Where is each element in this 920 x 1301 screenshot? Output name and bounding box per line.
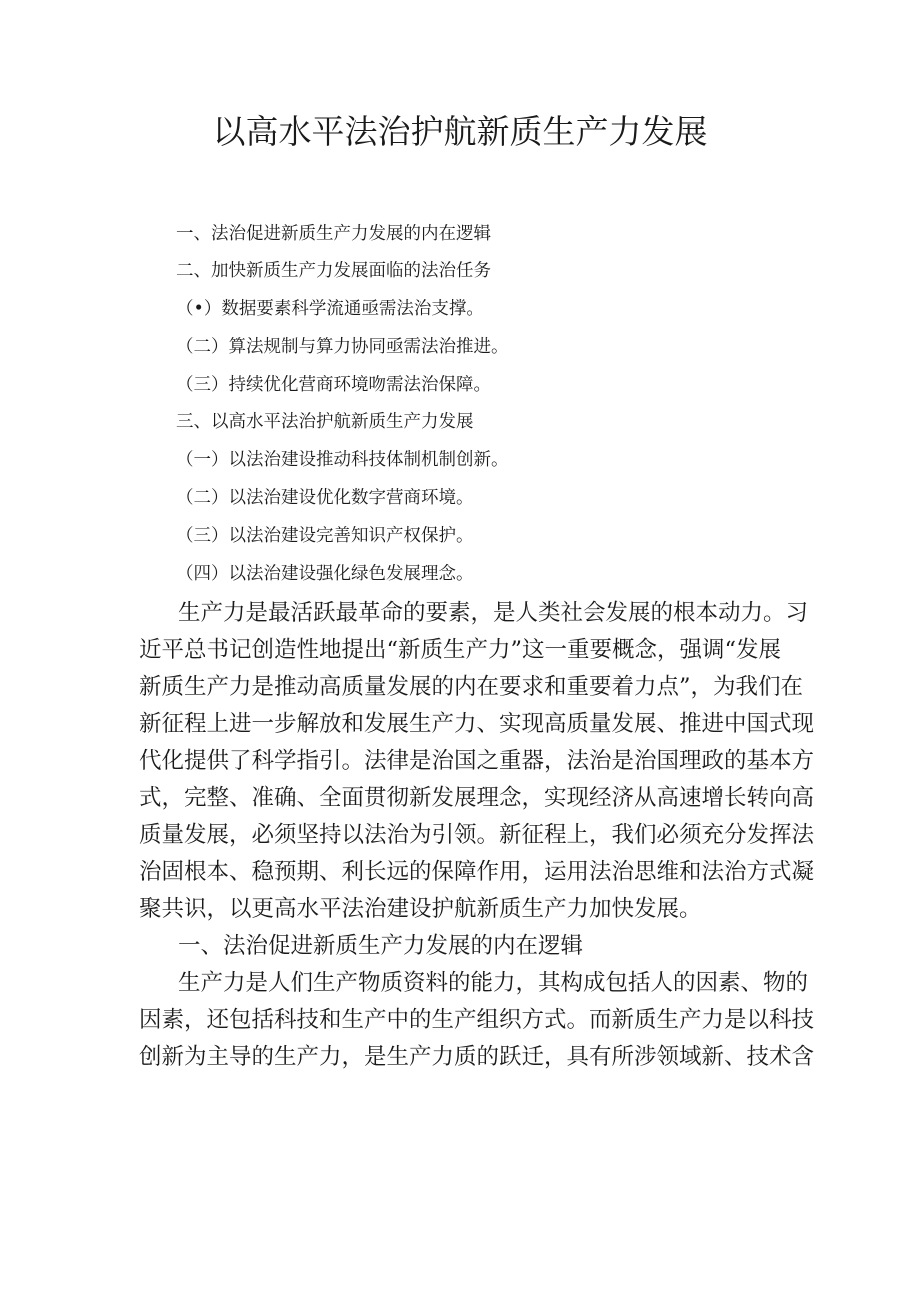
- paragraph-line: 新征程上进一步解放和发展生产力、实现高质量发展、推进中国式现: [139, 711, 815, 737]
- document-title: 以高水平法治护航新质生产力发展: [212, 112, 708, 151]
- paragraph-line: 创新为主导的生产力，是生产力质的跃迁，具有所涉领域新、技术含: [139, 1044, 815, 1070]
- toc-item: （二）算法规制与算力协同亟需法治推进。: [176, 337, 509, 357]
- paragraph-line: 式，完整、准确、全面贯彻新发展理念，实现经济从高速增长转向高: [139, 785, 815, 811]
- toc-item: （一）以法治建设推动科技体制机制创新。: [176, 450, 509, 470]
- section-heading: 一、法治促进新质生产力发展的内在逻辑: [178, 933, 584, 959]
- paragraph-line: 因素，还包括科技和生产中的生产组织方式。而新质生产力是以科技: [139, 1007, 815, 1033]
- toc-item: 三、以高水平法治护航新质生产力发展: [176, 412, 474, 432]
- paragraph-line: 新质生产力是推动高质量发展的内在要求和重要着力点”，为我们在: [139, 674, 804, 700]
- toc-item: （•）数据要素科学流通亟需法治支撑。: [176, 299, 484, 319]
- paragraph-line: 近平总书记创造性地提出“新质生产力”这一重要概念，强调“发展: [139, 637, 782, 663]
- paragraph-line: 治固根本、稳预期、利长远的保障作用，运用法治思维和法治方式凝: [139, 859, 815, 885]
- toc-item: 二、加快新质生产力发展面临的法治任务: [176, 261, 491, 281]
- document-body: [139, 595, 815, 1076]
- paragraph-line: 生产力是最活跃最革命的要素，是人类社会发展的根本动力。习: [178, 600, 809, 626]
- paragraph-line: 聚共识，以更高水平法治建设护航新质生产力加快发展。: [139, 896, 702, 922]
- toc-item: （四）以法治建设强化绿色发展理念。: [176, 564, 474, 584]
- toc-item: 一、法治促进新质生产力发展的内在逻辑: [176, 224, 491, 244]
- toc-item: （二）以法治建设优化数字营商环境。: [176, 488, 474, 508]
- paragraph-line: 质量发展，必须坚持以法治为引领。新征程上，我们必须充分发挥法: [139, 822, 815, 848]
- toc-item: （三）持续优化营商环境吻需法治保障。: [176, 375, 491, 395]
- paragraph-line: 生产力是人们生产物质资料的能力，其构成包括人的因素、物的: [178, 970, 809, 996]
- paragraph-line: 代化提供了科学指引。法律是治国之重器，法治是治国理政的基本方: [139, 748, 815, 774]
- toc-item: （三）以法治建设完善知识产权保护。: [176, 526, 474, 546]
